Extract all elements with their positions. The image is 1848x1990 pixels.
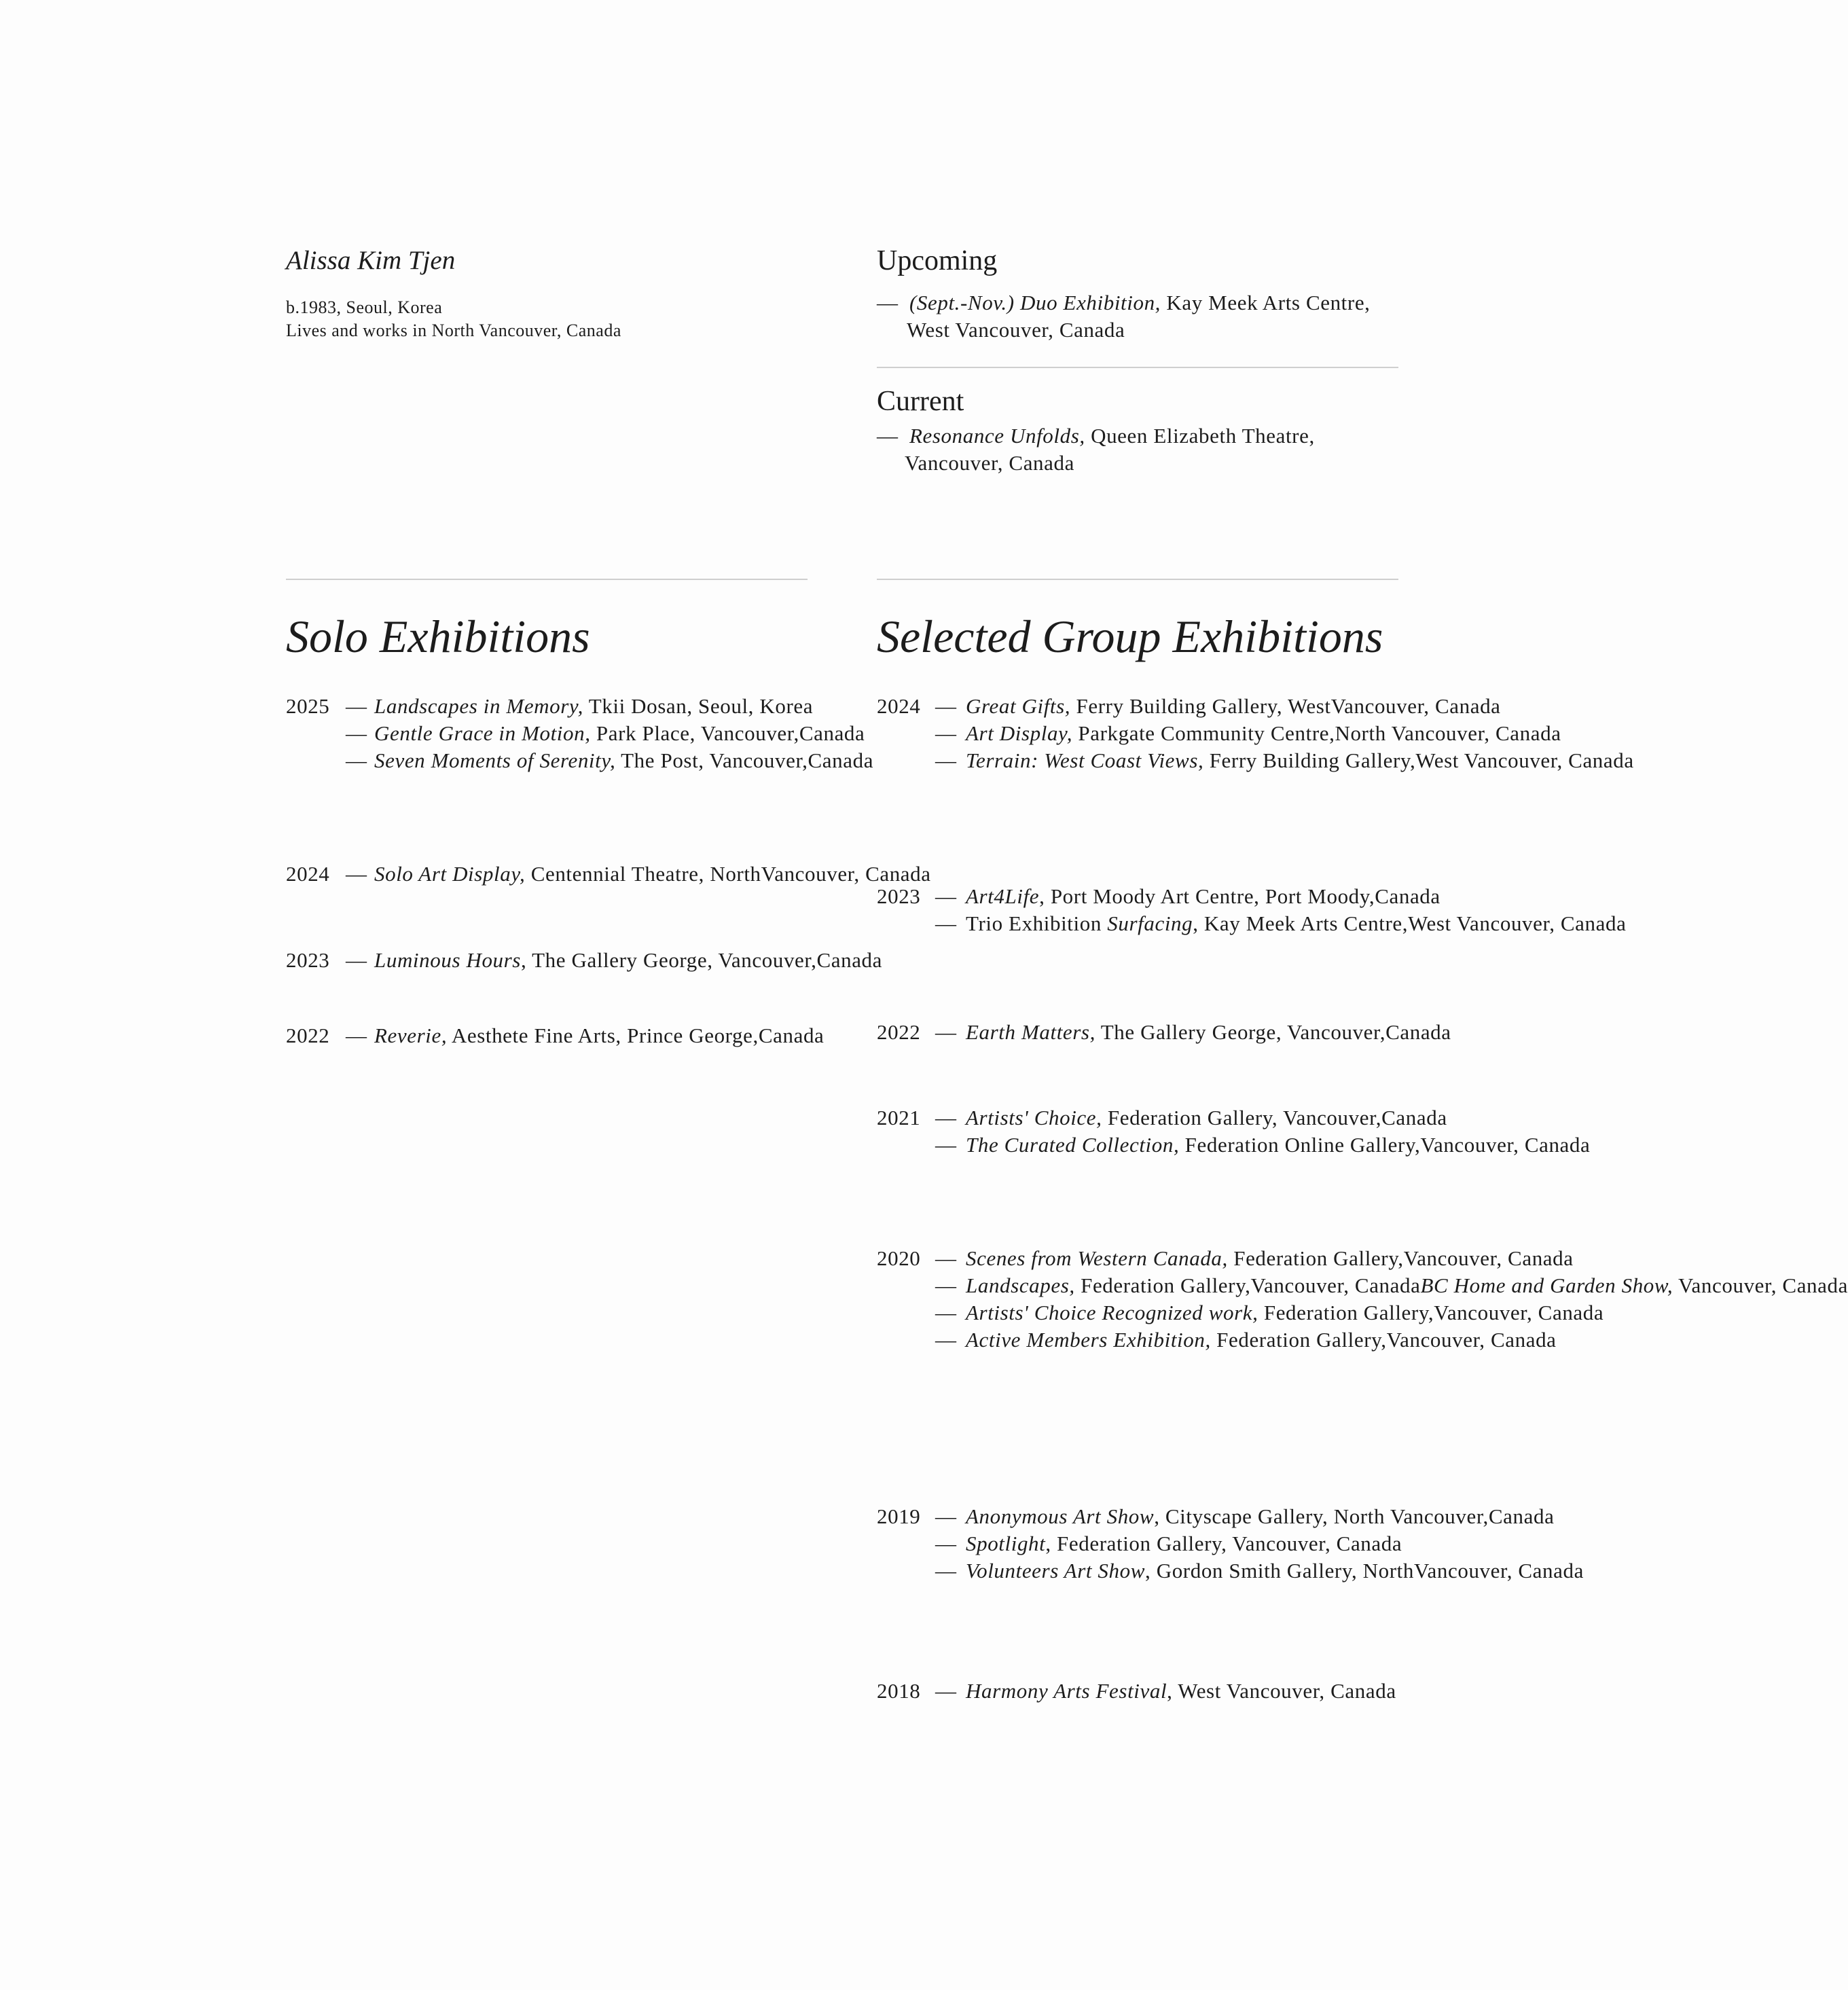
upcoming-location: West Vancouver, Canada xyxy=(907,318,1125,342)
exhibition-location: Vancouver, Canada xyxy=(1434,1301,1604,1324)
current-title: Resonance Unfolds, xyxy=(909,424,1085,448)
exhibition-text xyxy=(877,720,1624,747)
exhibition-year: 2020 xyxy=(877,1246,921,1270)
exhibition-title: The Curated Collection, xyxy=(966,1133,1180,1157)
exhibition-entry xyxy=(286,947,1033,974)
artist-bio xyxy=(286,296,621,342)
exhibition-title: Surfacing xyxy=(1107,911,1193,935)
exhibition-venue: The Gallery George, Vancouver, xyxy=(1095,1020,1386,1044)
dash: — xyxy=(935,694,957,718)
exhibition-entry xyxy=(877,910,1627,937)
exhibition-location: Vancouver, Canada xyxy=(1330,694,1501,718)
exhibition-title: Terrain: West Coast Views, xyxy=(966,748,1204,772)
exhibition-location: North Vancouver, Canada xyxy=(1335,721,1561,745)
exhibition-line xyxy=(966,1504,1489,1528)
divider xyxy=(286,579,808,580)
exhibition-title: Art4Life xyxy=(966,884,1040,908)
exhibition-text xyxy=(877,1104,1624,1132)
exhibition-year: 2018 xyxy=(877,1679,921,1703)
exhibition-venue: , West Vancouver, Canada xyxy=(1167,1679,1396,1703)
exhibition-line xyxy=(966,884,1375,908)
dash: — xyxy=(935,1679,957,1703)
exhibition-location: Canada xyxy=(1385,1020,1451,1044)
current-entry xyxy=(877,422,1315,477)
exhibition-title: Landscapes, xyxy=(966,1273,1075,1297)
artist-born: b.1983, Seoul, Korea xyxy=(286,297,443,317)
exhibition-text xyxy=(877,1245,1624,1272)
exhibition-line xyxy=(374,948,816,972)
exhibition-entry xyxy=(877,1326,1624,1354)
exhibition-text xyxy=(877,747,1634,774)
exhibition-title: Scenes from Western Canada, xyxy=(966,1246,1228,1270)
exhibition-location: Vancouver, Canada xyxy=(1420,1133,1591,1157)
exhibition-year: 2024 xyxy=(286,862,330,886)
exhibition-entry xyxy=(877,883,1624,910)
exhibition-line xyxy=(374,1024,759,1047)
exhibition-line xyxy=(966,694,1331,718)
exhibition-venue: Tkii Dosan, Seoul, Korea xyxy=(583,694,814,718)
exhibition-title: Landscapes in Memory, xyxy=(374,694,583,718)
exhibition-entry xyxy=(877,1104,1624,1132)
exhibition-venue: Federation Gallery,Vancouver, Canada xyxy=(1074,1273,1421,1297)
exhibition-year: 2022 xyxy=(286,1024,330,1047)
exhibition-text xyxy=(877,1272,1848,1299)
exhibition-venue: Parkgate Community Centre, xyxy=(1072,721,1335,745)
year-group xyxy=(877,1678,1624,1705)
exhibition-title: Earth Matters, xyxy=(966,1020,1095,1044)
exhibition-year: 2023 xyxy=(877,884,921,908)
exhibition-entry xyxy=(877,1557,1624,1585)
exhibition-title: Anonymous Art Show xyxy=(966,1504,1155,1528)
exhibition-line xyxy=(966,1679,1396,1703)
exhibition-text xyxy=(877,883,1624,910)
exhibition-entry xyxy=(877,1299,1624,1326)
exhibition-text xyxy=(877,1530,1624,1557)
exhibition-location: Canada xyxy=(1381,1106,1447,1129)
exhibition-venue: Federation Gallery, xyxy=(1227,1246,1404,1270)
exhibition-line xyxy=(966,1020,1385,1044)
current-heading: Current xyxy=(877,386,964,417)
exhibition-venue: , Gordon Smith Gallery, North xyxy=(1145,1559,1414,1582)
exhibition-entry xyxy=(877,1245,1624,1272)
exhibition-title: Artists' Choice Recognized work, xyxy=(966,1301,1258,1324)
exhibition-title: Art Display, xyxy=(966,721,1073,745)
exhibition-text xyxy=(877,1557,1624,1585)
dash: — xyxy=(346,748,367,772)
exhibition-line xyxy=(966,748,1415,772)
exhibition-venue: Centennial Theatre, North xyxy=(525,862,761,886)
exhibition-location: Canada xyxy=(808,748,874,772)
dash: — xyxy=(877,424,899,448)
exhibition-line xyxy=(966,1273,1420,1297)
dash: — xyxy=(935,1246,957,1270)
year-group xyxy=(877,1503,1624,1585)
exhibition-title: Volunteers Art Show xyxy=(966,1559,1146,1582)
divider xyxy=(877,579,1398,580)
upcoming-entry xyxy=(877,289,1371,344)
exhibition-venue: , Kay Meek Arts Centre, xyxy=(1193,911,1409,935)
dash: — xyxy=(935,1532,957,1555)
exhibition-year: 2021 xyxy=(877,1106,921,1129)
exhibition-location: Vancouver, Canada xyxy=(761,862,931,886)
dash: — xyxy=(346,721,367,745)
exhibition-location: West Vancouver, Canada xyxy=(1415,748,1634,772)
exhibition-venue: Ferry Building Gallery, xyxy=(1203,748,1416,772)
exhibition-title: Luminous Hours xyxy=(374,948,521,972)
exhibition-year: 2023 xyxy=(286,948,330,972)
exhibition-line xyxy=(374,862,761,886)
exhibition-venue: Federation Gallery, Vancouver, xyxy=(1102,1106,1382,1129)
year-group xyxy=(877,693,1634,774)
exhibition-title: BC Home and Garden Show, xyxy=(1420,1273,1673,1297)
exhibition-venue: , Federation Gallery, Vancouver, Canada xyxy=(1045,1532,1402,1555)
exhibition-line xyxy=(966,1106,1381,1129)
exhibition-venue: The Post, Vancouver, xyxy=(615,748,808,772)
exhibition-year: 2025 xyxy=(286,694,330,718)
dash: — xyxy=(935,1273,957,1297)
exhibition-text xyxy=(877,1299,1624,1326)
exhibition-location: Vancouver, Canada xyxy=(1413,1559,1584,1582)
exhibition-entry xyxy=(877,693,1624,720)
exhibition-venue: Federation Online Gallery, xyxy=(1179,1133,1421,1157)
exhibition-text xyxy=(877,1678,1624,1705)
exhibition-location: Vancouver, Canada xyxy=(1386,1328,1557,1352)
dash: — xyxy=(935,1106,957,1129)
exhibition-line xyxy=(374,694,813,718)
artist-name: Alissa Kim Tjen xyxy=(286,246,456,275)
dash: — xyxy=(935,721,957,745)
exhibition-location: Canada xyxy=(1488,1504,1555,1528)
exhibition-year: 2022 xyxy=(877,1020,921,1044)
exhibition-entry xyxy=(877,1272,1848,1299)
exhibition-entry xyxy=(877,747,1634,774)
solo-exhibitions-heading: Solo Exhibitions xyxy=(286,611,590,662)
exhibition-venue: Aesthete Fine Arts, Prince George, xyxy=(447,1024,759,1047)
exhibition-entry xyxy=(877,1678,1624,1705)
exhibition-line xyxy=(966,911,1408,935)
exhibition-title: Solo Art Display, xyxy=(374,862,526,886)
exhibition-venue: Park Place, Vancouver, xyxy=(590,721,799,745)
exhibition-line xyxy=(374,721,799,745)
exhibition-text xyxy=(877,1132,1624,1159)
current-venue: Queen Elizabeth Theatre, xyxy=(1091,424,1315,448)
exhibition-title: Active Members Exhibition, xyxy=(966,1328,1211,1352)
exhibition-location: Vancouver, Canada xyxy=(1673,1273,1848,1297)
exhibition-location: Canada xyxy=(758,1024,825,1047)
exhibition-location: West Vancouver, Canada xyxy=(1408,911,1627,935)
exhibition-venue: Federation Gallery, xyxy=(1210,1328,1387,1352)
exhibition-entry xyxy=(877,1503,1624,1530)
exhibition-venue: Federation Gallery, xyxy=(1258,1301,1434,1324)
exhibition-entry xyxy=(877,720,1624,747)
exhibition-entry xyxy=(877,1019,1624,1046)
exhibition-title: Artists' Choice, xyxy=(966,1106,1102,1129)
exhibition-title: Gentle Grace in Motion, xyxy=(374,721,591,745)
year-group xyxy=(286,947,1033,974)
exhibition-line xyxy=(966,1301,1434,1324)
exhibition-venue: , The Gallery George, Vancouver, xyxy=(520,948,817,972)
exhibition-venue: Ferry Building Gallery, West xyxy=(1070,694,1331,718)
exhibition-venue: , Port Moody Art Centre, Port Moody, xyxy=(1039,884,1375,908)
exhibition-line xyxy=(966,1133,1420,1157)
exhibition-title: Reverie, xyxy=(374,1024,448,1047)
exhibition-entry xyxy=(877,1530,1624,1557)
exhibition-title: Harmony Arts Festival xyxy=(966,1679,1167,1703)
dash: — xyxy=(935,748,957,772)
exhibition-line xyxy=(966,1246,1404,1270)
upcoming-title: (Sept.-Nov.) Duo Exhibition, xyxy=(909,291,1161,314)
exhibition-line xyxy=(966,721,1335,745)
current-location: Vancouver, Canada xyxy=(905,451,1074,475)
exhibition-line xyxy=(966,1532,1402,1555)
exhibition-prefix: Trio Exhibition xyxy=(966,911,1108,935)
exhibition-text xyxy=(286,947,1033,974)
exhibition-text xyxy=(877,1326,1624,1354)
divider xyxy=(877,367,1398,368)
dash: — xyxy=(935,1504,957,1528)
year-group xyxy=(877,883,1627,937)
dash: — xyxy=(935,1328,957,1352)
upcoming-heading: Upcoming xyxy=(877,245,998,276)
exhibition-line xyxy=(374,748,808,772)
exhibition-location: Vancouver, Canada xyxy=(1403,1246,1574,1270)
exhibition-line xyxy=(966,1328,1387,1352)
dash: — xyxy=(935,1133,957,1157)
exhibition-text xyxy=(877,1503,1624,1530)
exhibition-text xyxy=(877,693,1624,720)
exhibition-line xyxy=(1420,1273,1848,1297)
exhibition-year: 2019 xyxy=(877,1504,921,1528)
exhibition-year: 2024 xyxy=(877,694,921,718)
exhibition-title: Spotlight xyxy=(966,1532,1046,1555)
dash: — xyxy=(346,862,367,886)
exhibition-title: Great Gifts, xyxy=(966,694,1071,718)
dash: — xyxy=(877,291,899,314)
exhibition-location: Canada xyxy=(816,948,883,972)
year-group xyxy=(877,1019,1624,1046)
exhibition-location: Canada xyxy=(799,721,865,745)
dash: — xyxy=(346,694,367,718)
year-group xyxy=(877,1245,1848,1354)
exhibition-venue: , Cityscape Gallery, North Vancouver, xyxy=(1154,1504,1489,1528)
exhibition-location: Canada xyxy=(1375,884,1441,908)
dash: — xyxy=(935,1020,957,1044)
year-group xyxy=(877,1104,1624,1159)
upcoming-venue: Kay Meek Arts Centre, xyxy=(1166,291,1371,314)
exhibition-line xyxy=(966,1559,1414,1582)
dash: — xyxy=(935,1301,957,1324)
exhibition-title: Seven Moments of Serenity, xyxy=(374,748,616,772)
exhibition-text xyxy=(877,910,1627,937)
exhibition-text xyxy=(877,1019,1624,1046)
artist-residence: Lives and works in North Vancouver, Canada xyxy=(286,321,621,340)
dash: — xyxy=(935,884,957,908)
dash: — xyxy=(935,1559,957,1582)
group-exhibitions-heading: Selected Group Exhibitions xyxy=(877,611,1383,662)
dash: — xyxy=(935,911,957,935)
dash: — xyxy=(346,1024,367,1047)
dash: — xyxy=(346,948,367,972)
exhibition-entry xyxy=(877,1132,1624,1159)
